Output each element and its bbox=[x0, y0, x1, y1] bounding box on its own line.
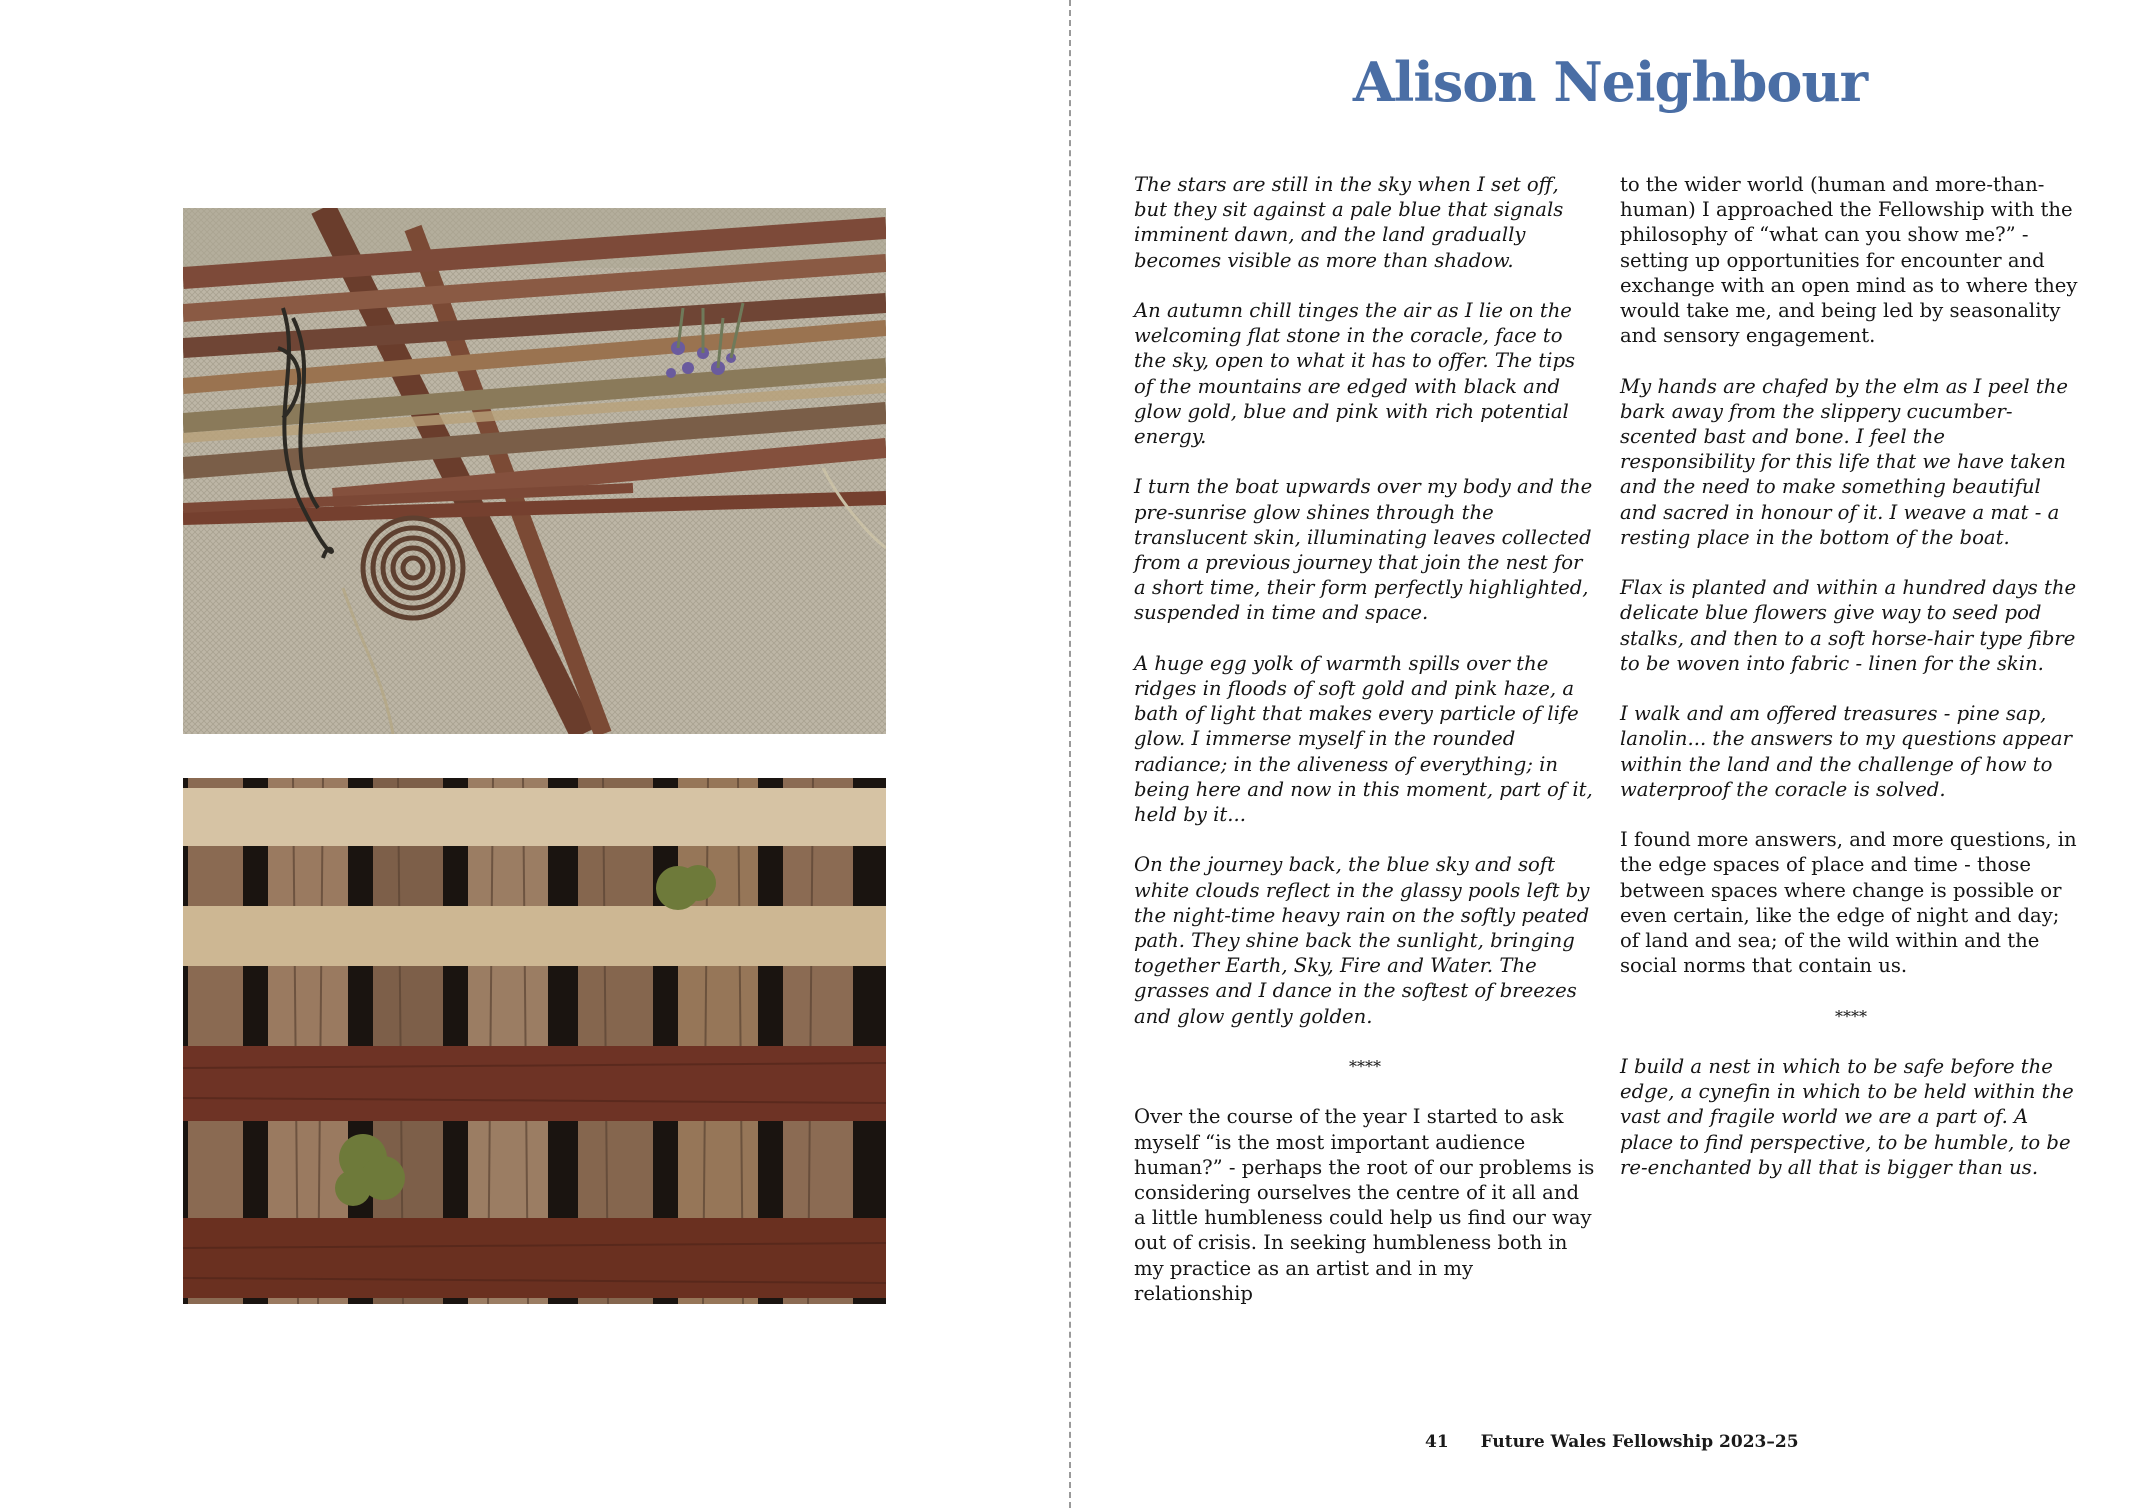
paragraph: The stars are still in the sky when I set off, but they sit against a pale blue that signals imminent dawn, and the land gradually becomes visible as more than shadow. bbox=[1134, 173, 1564, 272]
publication-name: Future Wales Fellowship 2023–25 bbox=[1480, 1432, 1799, 1452]
text-column-right bbox=[1620, 172, 2082, 1205]
coracle-frame-photo bbox=[183, 208, 886, 734]
page-number: 41 bbox=[1425, 1432, 1449, 1452]
article-title: Alison Neighbour bbox=[1352, 50, 1868, 114]
page-gutter-divider bbox=[1069, 0, 1071, 1508]
woven-bark-photo bbox=[183, 778, 886, 1304]
paragraph: I build a nest in which to be safe before the edge, a cynefin in which to be held within the vast and fragile world we are a part of. A place to find perspective, to be humble, to be re-enchanted by all that is bigger than us. bbox=[1620, 1055, 2074, 1179]
paragraph: I walk and am offered treasures - pine sap, lanolin... the answers to my questions appear within the land and the challenge of how to waterproof the coracle is solved. bbox=[1620, 702, 2072, 801]
paragraph: On the journey back, the blue sky and soft white clouds reflect in the glassy pools left by the night-time heavy rain on the softly peated path. They shine back the sunlight, bringing together Earth, Sky, Fire and Water. The grasses and I dance in the softest of breezes and glow gently golden. bbox=[1134, 853, 1590, 1028]
text-column-left bbox=[1134, 172, 1596, 1331]
paragraph: A huge egg yolk of warmth spills over the ridges in floods of soft gold and pink haze, a bath of light that makes every particle of life glow. I immerse myself in the rounded radiance; in the aliveness of everything; in being here and now in this moment, part of it, held by it... bbox=[1134, 651, 1593, 827]
paragraph: I found more answers, and more questions, in the edge spaces of place and time - those between spaces where change is possible or even certain, like the edge of night and day; of land and sea; of the wild within and the social norms that contain us. bbox=[1620, 828, 2077, 978]
paragraph: Flax is planted and within a hundred days the delicate blue flowers give way to seed pod stalks, and then to a soft horse-hair type fibre to be woven into fabric - linen for the skin. bbox=[1620, 576, 2077, 675]
section-separator: **** bbox=[1835, 1006, 1867, 1026]
paragraph: Over the course of the year I started to ask myself “is the most important audience human?” - perhaps the root of our problems is considering ourselves the centre of it all and a little humbleness could help us find our way out of crisis. In seeking humbleness both in my practice as an artist and in my relationship bbox=[1134, 1105, 1595, 1305]
paragraph: An autumn chill tinges the air as I lie on the welcoming flat stone in the coracle, face to the sky, open to what it has to offer. The tips of the mountains are edged with black and glow gold, blue and pink with rich potential energy. bbox=[1134, 299, 1576, 449]
paragraph: to the wider world (human and more-than-human) I approached the Fellowship with the philosophy of “what can you show me?” - setting up opportunities for encounter and exchange with an open mind as to where they would take me, and being led by seasonality and sensory engagement. bbox=[1620, 173, 2078, 348]
section-separator: **** bbox=[1349, 1057, 1381, 1077]
paragraph: My hands are chafed by the elm as I peel the bark away from the slippery cucumber-scented bast and bone. I feel the responsibility for this life that we have taken and the need to make something beautiful and sacred in honour of it. I weave a mat - a resting place in the bottom of the boat. bbox=[1620, 374, 2068, 549]
page-footer bbox=[1425, 1432, 1799, 1452]
paragraph: I turn the boat upwards over my body and the pre-sunrise glow shines through the translucent skin, illuminating leaves collected from a previous journey that join the nest for a short time, their form perfectly highlighted, suspended in time and space. bbox=[1134, 475, 1593, 625]
